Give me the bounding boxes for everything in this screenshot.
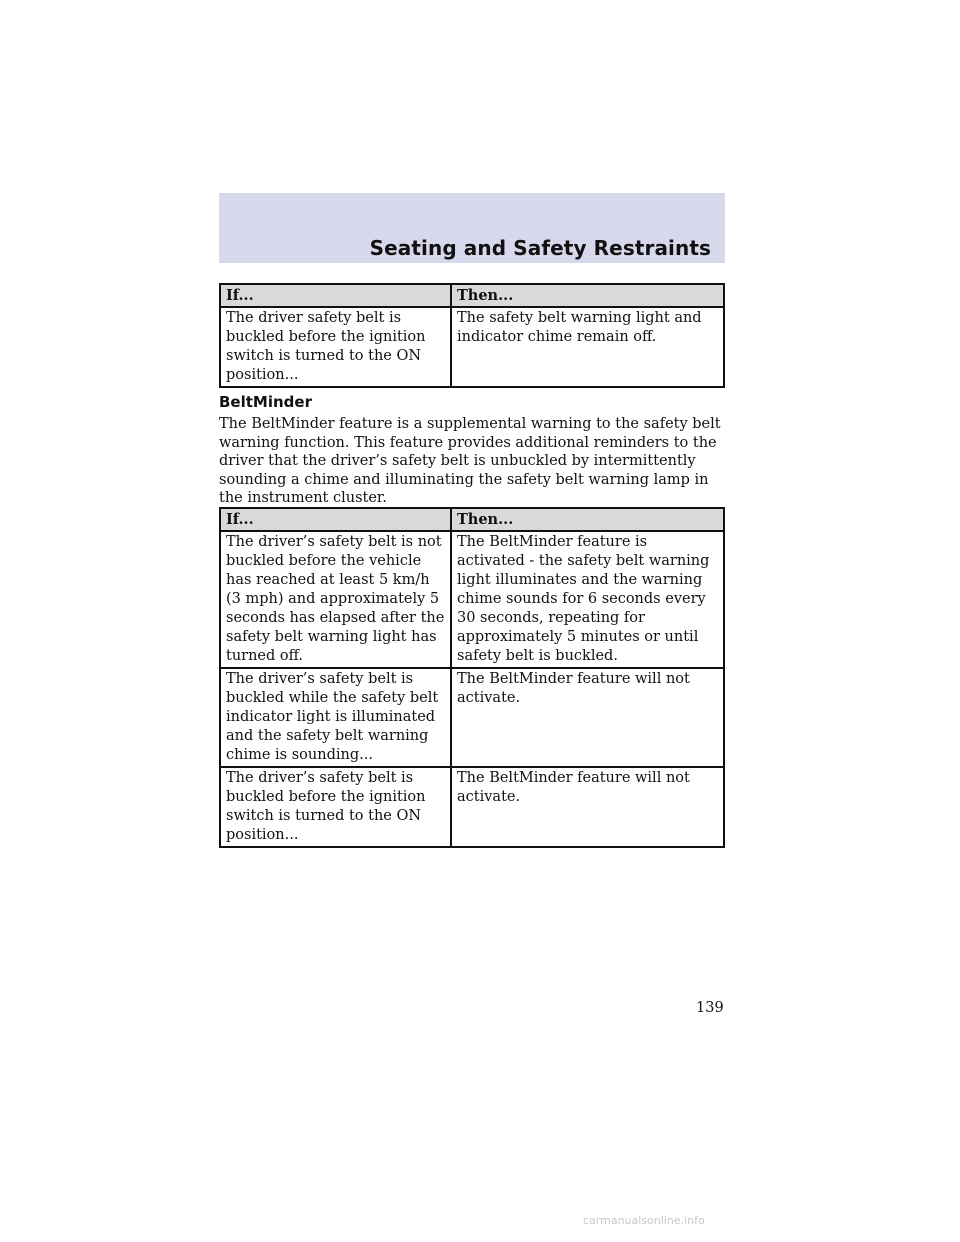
table-header-row xyxy=(220,508,724,531)
watermark: carmanualsonline.info xyxy=(583,1214,705,1227)
table-row xyxy=(220,307,724,387)
condition-cell: The driver’s safety belt is buckled while the safety belt indicator light is illuminated and the safety belt warning chime is sounding... xyxy=(220,668,451,767)
page-number: 139 xyxy=(696,1000,724,1016)
table-safety-belt-warning xyxy=(219,283,725,388)
result-cell: The BeltMinder feature will not activate. xyxy=(451,668,724,767)
column-header-if: If... xyxy=(220,284,451,307)
column-header-then: Then... xyxy=(451,284,724,307)
column-header-then: Then... xyxy=(451,508,724,531)
result-cell: The BeltMinder feature is activated - the safety belt warning light illuminates and the warning chime sounds for 6 seconds every 30 seconds, repeating for approximately 5 minutes or until safety belt is buckled. xyxy=(451,531,724,668)
chapter-header-band xyxy=(219,193,725,263)
table-row xyxy=(220,767,724,847)
section-paragraph: The BeltMinder feature is a supplemental warning to the safety belt warning function. This feature provides additional reminders to the driver that the driver’s safety belt is unbuckled by intermittently sounding a chime and illuminating the safety belt warning lamp in the instrument cluster. xyxy=(219,416,721,506)
section-heading: BeltMinder xyxy=(219,393,312,411)
result-cell: The BeltMinder feature will not activate. xyxy=(451,767,724,847)
condition-cell: The driver’s safety belt is not buckled before the vehicle has reached at least 5 km/h (3 mph) and approximately 5 seconds has elapsed after the safety belt warning light has turned off. xyxy=(220,531,451,668)
condition-cell: The driver safety belt is buckled before the ignition switch is turned to the ON position... xyxy=(220,307,451,387)
result-cell: The safety belt warning light and indicator chime remain off. xyxy=(451,307,724,387)
column-header-if: If... xyxy=(220,508,451,531)
table-beltminder xyxy=(219,507,725,848)
table-row xyxy=(220,531,724,668)
condition-cell: The driver’s safety belt is buckled before the ignition switch is turned to the ON position... xyxy=(220,767,451,847)
table-header-row xyxy=(220,284,724,307)
chapter-title: Seating and Safety Restraints xyxy=(369,236,711,260)
table-row xyxy=(220,668,724,767)
